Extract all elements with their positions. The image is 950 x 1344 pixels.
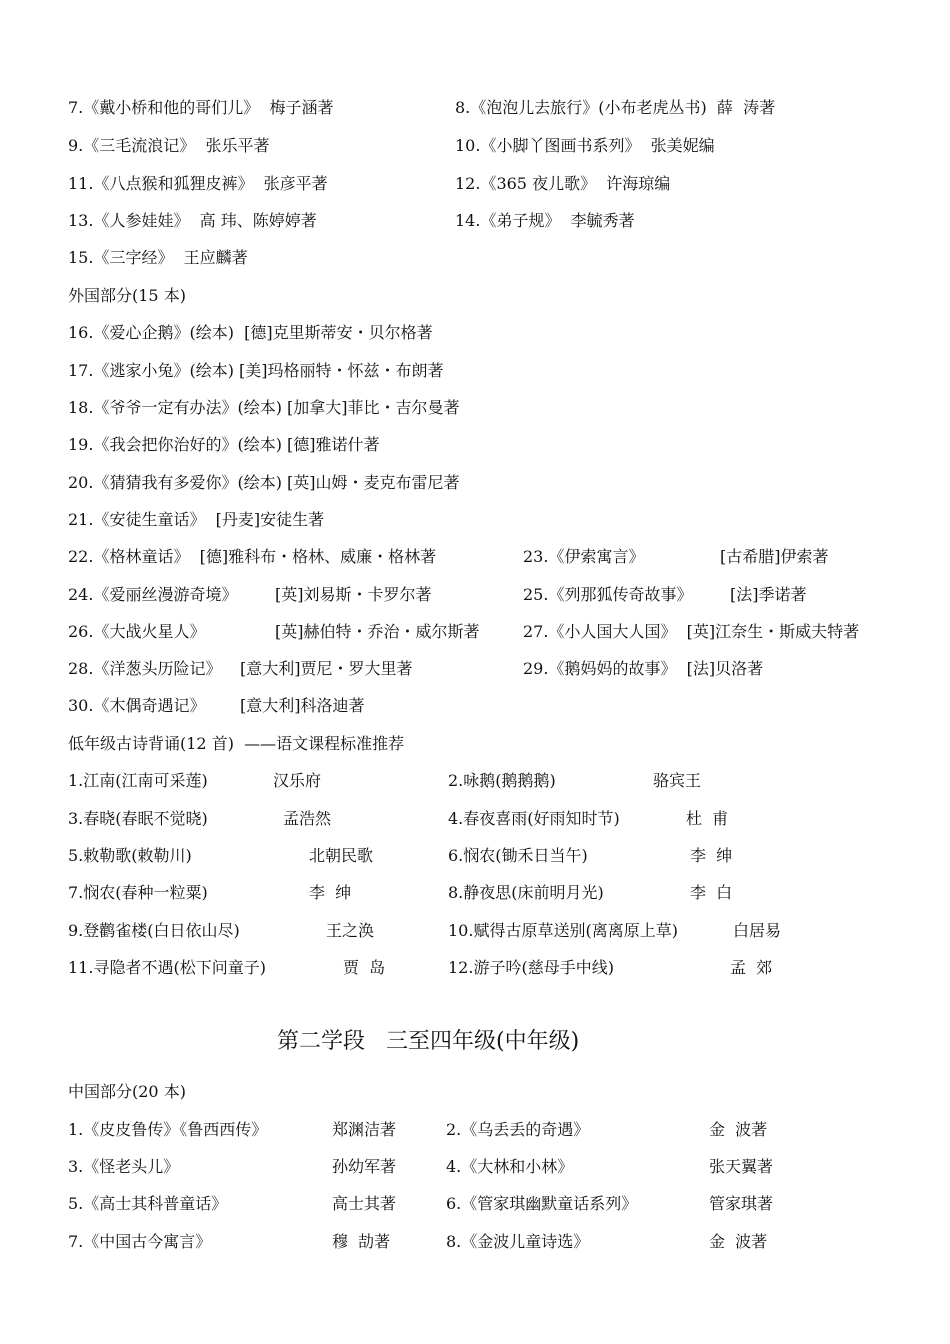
book-entry-30-author: [意大利]科洛迪著 xyxy=(240,696,365,715)
poem-1-author: 汉乐府 xyxy=(273,771,322,790)
poem-11-author: 贾 岛 xyxy=(343,958,386,977)
poem-1: 1.江南(江南可采莲) xyxy=(68,771,208,790)
poem-3: 3.春晓(春眠不觉晓) xyxy=(68,809,208,828)
book-entry-29: 29.《鹅妈妈的故事》 [法]贝洛著 xyxy=(523,659,764,678)
poem-12: 12.游子吟(慈母手中线) xyxy=(448,958,614,977)
book-entry-26: 26.《大战火星人》 xyxy=(68,622,206,641)
book-entry-23-author: [古希腊]伊索著 xyxy=(720,547,829,566)
book-entry-24: 24.《爱丽丝漫游奇境》 xyxy=(68,585,238,604)
foreign-section-heading: 外国部分(15 本) xyxy=(68,286,186,305)
book-entry-19: 19.《我会把你治好的》(绘本) [德]雅诺什著 xyxy=(68,435,380,454)
poem-11: 11.寻隐者不遇(松下问童子) xyxy=(68,958,266,977)
book-entry-16: 16.《爱心企鹅》(绘本) [德]克里斯蒂安・贝尔格著 xyxy=(68,323,433,342)
china-section-heading: 中国部分(20 本) xyxy=(68,1082,186,1101)
poem-9: 9.登鹳雀楼(白日依山尽) xyxy=(68,921,240,940)
book-entry-20: 20.《猜猜我有多爱你》(绘本) [英]山姆・麦克布雷尼著 xyxy=(68,473,460,492)
book-entry-s2-7-author: 穆 劼著 xyxy=(332,1232,391,1251)
poem-8-author: 李 白 xyxy=(690,883,733,902)
book-entry-11: 11.《八点猴和狐狸皮裤》 张彦平著 xyxy=(68,174,328,193)
book-entry-15: 15.《三字经》 王应麟著 xyxy=(68,248,248,267)
poem-5-author: 北朝民歌 xyxy=(309,846,374,865)
book-entry-26-author: [英]赫伯特・乔治・威尔斯著 xyxy=(275,622,480,641)
poem-2: 2.咏鹅(鹅鹅鹅) xyxy=(448,771,556,790)
poem-4-author: 杜 甫 xyxy=(686,809,729,828)
book-entry-s2-5: 5.《高士其科普童话》 xyxy=(68,1194,228,1213)
book-entry-13: 13.《人参娃娃》 高 玮、陈婷婷著 xyxy=(68,211,317,230)
book-entry-7: 7.《戴小桥和他的哥们儿》 梅子涵著 xyxy=(68,98,334,117)
poem-3-author: 孟浩然 xyxy=(283,809,332,828)
book-entry-27: 27.《小人国大人国》 [英]江奈生・斯威夫特著 xyxy=(523,622,860,641)
book-entry-25-author: [法]季诺著 xyxy=(730,585,807,604)
poem-12-author: 孟 郊 xyxy=(730,958,773,977)
book-entry-s2-6-author: 管家琪著 xyxy=(709,1194,774,1213)
book-entry-s2-2-author: 金 波著 xyxy=(709,1120,768,1139)
poem-8: 8.静夜思(床前明月光) xyxy=(448,883,604,902)
book-entry-s2-5-author: 高士其著 xyxy=(332,1194,397,1213)
book-entry-25: 25.《列那狐传奇故事》 xyxy=(523,585,693,604)
book-entry-12: 12.《365 夜儿歌》 许海琼编 xyxy=(455,174,671,193)
book-entry-23: 23.《伊索寓言》 xyxy=(523,547,645,566)
book-entry-21: 21.《安徒生童话》 [丹麦]安徒生著 xyxy=(68,510,325,529)
book-entry-8: 8.《泡泡儿去旅行》(小布老虎丛书) 薛 涛著 xyxy=(455,98,776,117)
poem-5: 5.敕勒歌(敕勒川) xyxy=(68,846,192,865)
book-entry-22: 22.《格林童话》 [德]雅科布・格林、威廉・格林著 xyxy=(68,547,437,566)
book-entry-s2-4-author: 张天翼著 xyxy=(709,1157,774,1176)
book-entry-s2-3-author: 孙幼军著 xyxy=(332,1157,397,1176)
book-entry-30: 30.《木偶奇遇记》 xyxy=(68,696,206,715)
poem-10-author: 白居易 xyxy=(733,921,782,940)
book-entry-24-author: [英]刘易斯・卡罗尔著 xyxy=(275,585,432,604)
section-title: 第二学段 三至四年级(中年级) xyxy=(277,1029,580,1054)
book-entry-s2-4: 4.《大林和小林》 xyxy=(446,1157,574,1176)
poem-10: 10.赋得古原草送别(离离原上草) xyxy=(448,921,678,940)
poems-section-heading: 低年级古诗背诵(12 首) ——语文课程标准推荐 xyxy=(68,734,405,753)
poem-2-author: 骆宾王 xyxy=(653,771,702,790)
book-entry-18: 18.《爷爷一定有办法》(绘本) [加拿大]菲比・吉尔曼著 xyxy=(68,398,460,417)
poem-7: 7.悯农(春种一粒粟) xyxy=(68,883,208,902)
poem-4: 4.春夜喜雨(好雨知时节) xyxy=(448,809,620,828)
poem-7-author: 李 绅 xyxy=(309,883,352,902)
book-entry-s2-1: 1.《皮皮鲁传》《鲁西西传》 xyxy=(68,1120,268,1139)
poem-9-author: 王之涣 xyxy=(326,921,375,940)
book-entry-s2-6: 6.《管家琪幽默童话系列》 xyxy=(446,1194,638,1213)
book-entry-28-author: [意大利]贾尼・罗大里著 xyxy=(240,659,413,678)
book-entry-10: 10.《小脚丫图画书系列》 张美妮编 xyxy=(455,136,715,155)
book-entry-s2-2: 2.《乌丢丢的奇遇》 xyxy=(446,1120,590,1139)
poem-6: 6.悯农(锄禾日当午) xyxy=(448,846,588,865)
book-entry-s2-8: 8.《金波儿童诗选》 xyxy=(446,1232,590,1251)
book-entry-17: 17.《逃家小兔》(绘本) [美]玛格丽特・怀兹・布朗著 xyxy=(68,361,444,380)
book-entry-s2-1-author: 郑渊洁著 xyxy=(332,1120,397,1139)
book-entry-14: 14.《弟子规》 李毓秀著 xyxy=(455,211,635,230)
book-entry-s2-3: 3.《怪老头儿》 xyxy=(68,1157,180,1176)
poem-6-author: 李 绅 xyxy=(690,846,733,865)
book-entry-s2-8-author: 金 波著 xyxy=(709,1232,768,1251)
book-entry-28: 28.《洋葱头历险记》 xyxy=(68,659,222,678)
book-entry-9: 9.《三毛流浪记》 张乐平著 xyxy=(68,136,270,155)
book-entry-s2-7: 7.《中国古今寓言》 xyxy=(68,1232,212,1251)
